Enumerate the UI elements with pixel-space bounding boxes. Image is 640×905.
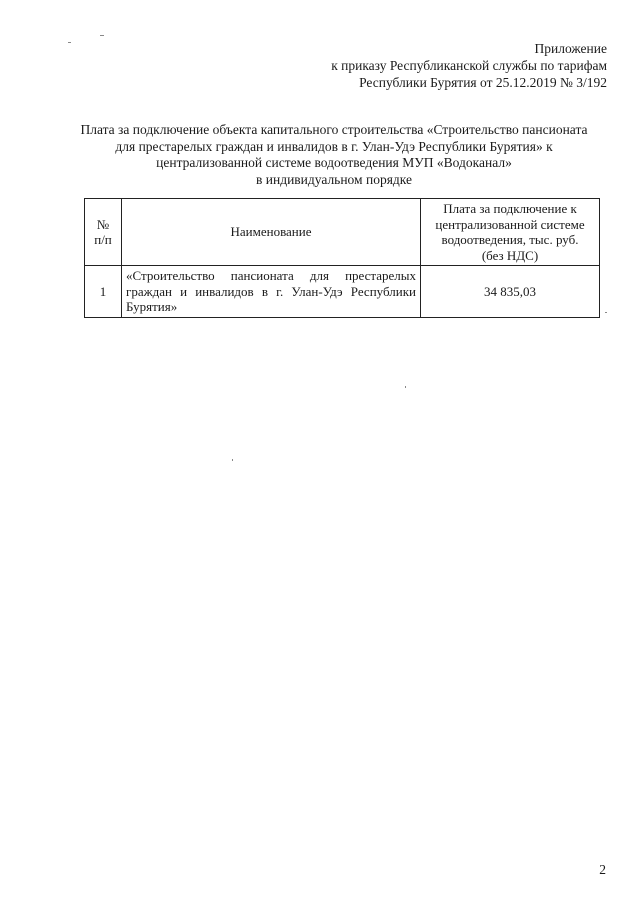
scan-speck	[605, 312, 607, 313]
table-row	[85, 266, 600, 318]
header-fee-line-3: водоотведения, тыс. руб.	[441, 232, 579, 247]
title-line-1: Плата за подключение объекта капитального строительства «Строительство пансионата	[80, 122, 588, 137]
title-line-2: для престарелых граждан и инвалидов в г. Улан-Удэ Республики Бурятия» к	[115, 138, 553, 154]
scan-speck	[68, 42, 71, 43]
appendix-header	[227, 40, 607, 91]
page-number: 2	[599, 862, 606, 877]
header-fee-line-1: Плата за подключение к	[443, 201, 577, 216]
header-name: Наименование	[122, 199, 421, 266]
scan-speck	[405, 386, 406, 388]
appendix-order-date-number: Республики Бурятия от 25.12.2019 № 3/192	[359, 75, 607, 90]
scan-speck	[232, 459, 233, 461]
header-number	[85, 199, 122, 266]
document-title	[60, 122, 608, 188]
header-fee-line-4: (без НДС)	[481, 247, 539, 263]
title-line-4: в индивидуальном порядке	[256, 171, 412, 187]
fee-table	[84, 198, 600, 318]
header-fee	[421, 199, 600, 266]
row-number: 1	[85, 266, 122, 318]
scan-speck	[100, 35, 104, 36]
appendix-order-reference: к приказу Республиканской службы по тарифам	[331, 58, 607, 73]
title-line-3: централизованной системе водоотведения МУП «Водоканал»	[156, 155, 512, 170]
header-number-symbol: №	[96, 216, 110, 232]
table-header-row	[85, 199, 600, 266]
row-name: «Строительство пансионата для престарелых граждан и инвалидов в г. Улан-Удэ Республики Бурятия»	[122, 266, 421, 318]
header-fee-line-2: централизованной системе	[435, 216, 585, 232]
appendix-label: Приложение	[534, 41, 607, 56]
row-fee: 34 835,03	[421, 266, 600, 318]
header-number-abbr: п/п	[94, 232, 112, 247]
